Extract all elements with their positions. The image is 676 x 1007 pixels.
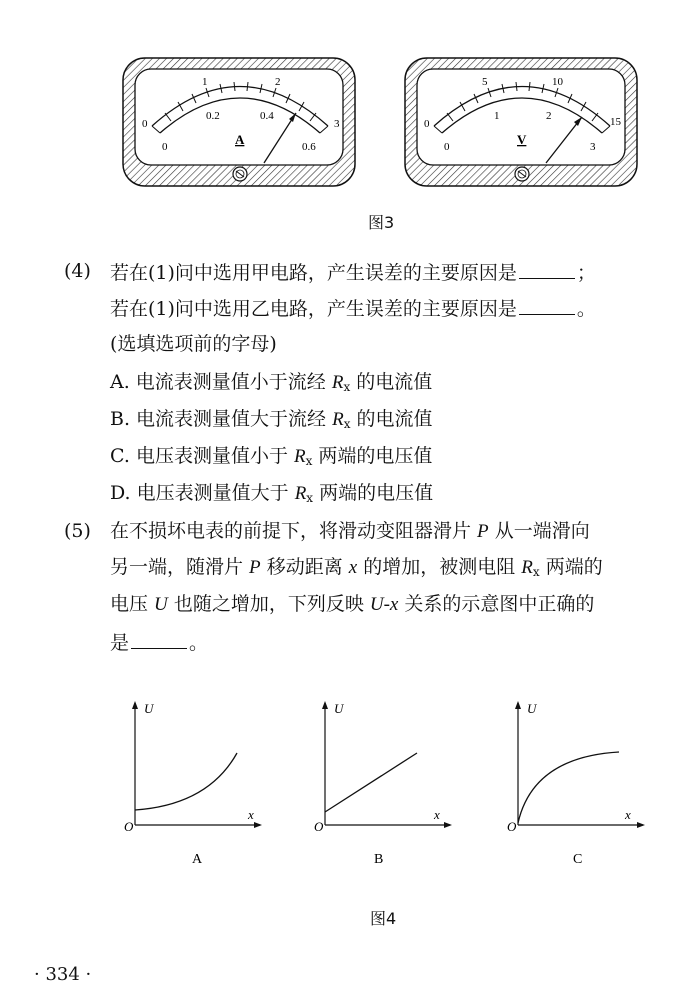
graph-a [120,695,270,875]
ammeter-top-2: 2 [275,76,281,88]
ammeter-bottom-1: 0.2 [206,110,220,122]
q5-number: (5) [64,520,91,542]
voltmeter-bottom-2: 2 [546,110,552,122]
figure-3-caption: 图3 [368,213,395,232]
q5-line4: 是 。 [110,632,209,654]
voltmeter-top-1: 5 [482,76,488,88]
ammeter-unit: A [235,132,245,147]
y-axis-label: U [144,701,154,716]
graph-b [310,695,460,875]
ammeter-bottom-2: 0.4 [260,110,274,122]
graph-a-label: A [192,852,203,867]
q4-option-d: D. 电压表测量值大于 $R_x$ 两端的电压值 [110,482,434,505]
ammeter [120,55,360,190]
origin-label: O [507,819,517,834]
ammeter-bottom-0: 0 [162,141,168,153]
answer-blank[interactable] [131,632,187,649]
ammeter-top-3: 3 [334,118,340,130]
q4-line1: 若在(1)问中选用甲电路，产生误差的主要原因是 ； [110,262,596,284]
voltmeter-bottom-3: 3 [590,141,596,153]
q5-line2: 另一端，随滑片 P 移动距离 x 的增加，被测电阻 $R_x$ 两端的 [110,556,603,579]
q5-line3: 电压 U 也随之增加，下列反映 U-x 关系的示意图中正确的 [110,593,595,615]
curve-a [135,753,237,810]
voltmeter-top-3: 15 [610,116,621,128]
page-number: · 334 · [34,964,92,985]
ammeter-top-1: 1 [202,76,208,88]
figure-4-caption: 图4 [370,909,397,928]
x-axis-label: x [625,807,631,822]
voltmeter-bottom-1: 1 [494,110,500,122]
x-axis-label: x [434,807,440,822]
voltmeter-top-0: 0 [424,118,430,130]
graph-b-label: B [374,852,384,867]
curve-b [325,753,417,812]
voltmeter [402,55,642,190]
q4-line2: 若在(1)问中选用乙电路，产生误差的主要原因是 。 [110,298,596,320]
q4-option-a: A. 电流表测量值小于流经 $R_x$ 的电流值 [110,371,433,394]
q4-option-c: C. 电压表测量值小于 $R_x$ 两端的电压值 [110,445,433,468]
answer-blank[interactable] [519,262,575,279]
voltmeter-bottom-0: 0 [444,141,450,153]
graph-c-label: C [573,852,583,867]
q4-number: (4) [64,260,91,282]
q4-option-b: B. 电流表测量值大于流经 $R_x$ 的电流值 [110,408,433,431]
q5-line1: 在不损坏电表的前提下，将滑动变阻器滑片 P 从一端滑向 [110,520,590,542]
q4-note: (选填选项前的字母) [110,333,277,355]
ammeter-bottom-3: 0.6 [302,141,316,153]
answer-blank[interactable] [519,298,575,315]
y-axis-label: U [527,701,537,716]
graph-c [503,695,653,875]
ammeter-top-0: 0 [142,118,148,130]
x-axis-label: x [248,807,254,822]
origin-label: O [314,819,324,834]
voltmeter-top-2: 10 [552,76,563,88]
voltmeter-unit: V [517,132,527,147]
curve-c [518,752,619,823]
origin-label: O [124,819,134,834]
y-axis-label: U [334,701,344,716]
